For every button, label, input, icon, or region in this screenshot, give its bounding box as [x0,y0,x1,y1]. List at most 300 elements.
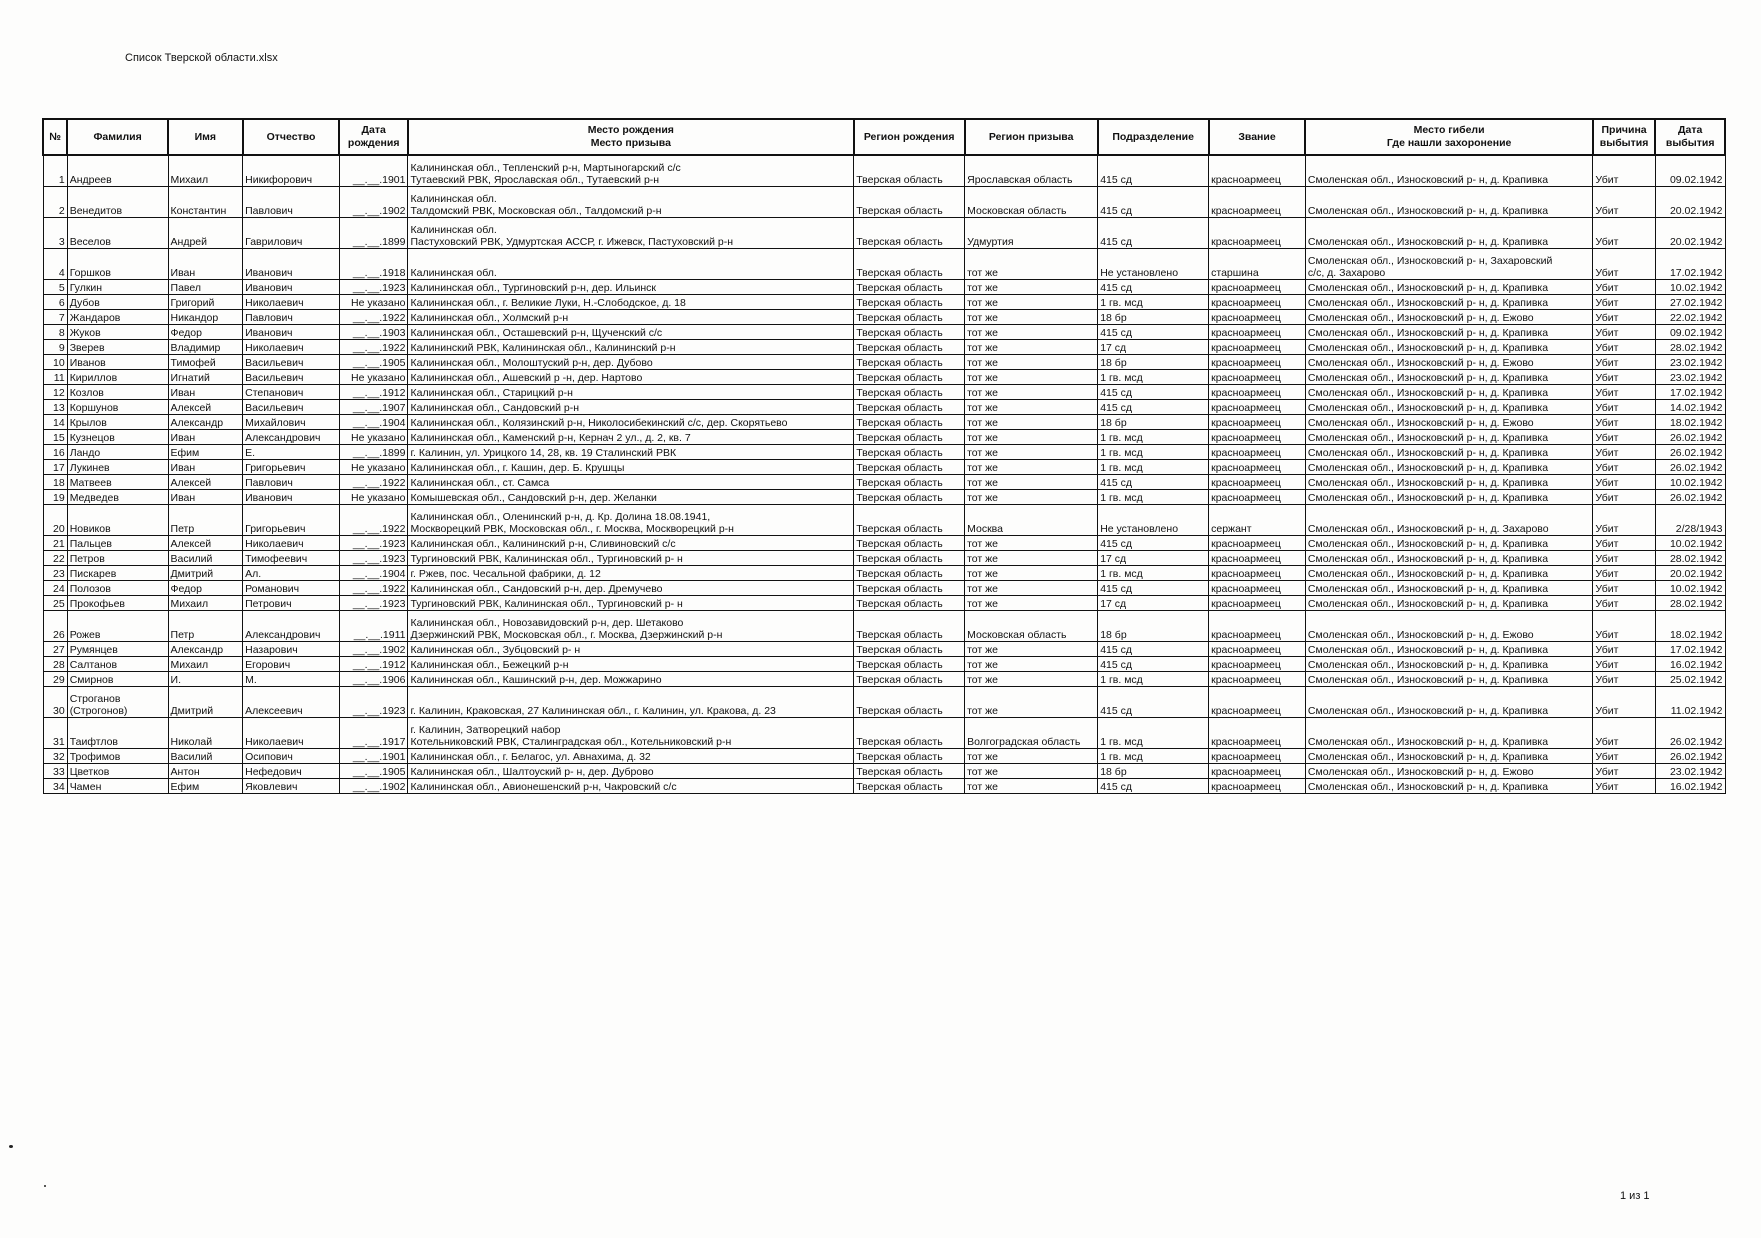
reason-cell: Убит [1593,415,1656,430]
death-place-cell: Смоленская обл., Износковский р- н, д. Крапивка [1305,430,1592,445]
name-cell: Григорий [168,295,243,310]
birth-region-cell: Тверская область [854,596,965,611]
surname-cell: Горшков [67,249,168,280]
birth-date-cell: Не указано [339,295,408,310]
patronymic-cell: Степанович [243,385,340,400]
death-place-cell: Смоленская обл., Износковский р- н, д. Крапивка [1305,642,1592,657]
rank-cell: красноармеец [1209,370,1306,385]
name-cell: Василий [168,551,243,566]
death-date-cell: 26.02.1942 [1655,490,1725,505]
birth-region-cell: Тверская область [854,430,965,445]
birth-date-cell: __.__.1922 [339,310,408,325]
name-cell: И. [168,672,243,687]
column-header: Имя [168,119,243,155]
patronymic-cell: Николаевич [243,295,340,310]
column-header: Звание [1209,119,1306,155]
patronymic-cell: Павлович [243,187,340,218]
draft-region-cell: тот же [965,355,1098,370]
rank-cell: красноармеец [1209,581,1306,596]
surname-cell: Медведев [67,490,168,505]
birth-draft-place-cell: Калининская обл., г. Белагос, ул. Авнахима, д. 32 [408,749,854,764]
surname-cell: Салтанов [67,657,168,672]
draft-region-cell: тот же [965,581,1098,596]
birth-date-cell: __.__.1911 [339,611,408,642]
birth-draft-place-cell: Калининская обл., Тепленский р-н, Мартыногарский с/с Тутаевский РВК, Ярославская обл., Тутаевский р-н [408,155,854,187]
table-body [43,155,1725,794]
unit-cell: 415 сд [1098,385,1209,400]
birth-draft-place-cell: Калининская обл., Сандовский р-н [408,400,854,415]
rank-cell: красноармеец [1209,657,1306,672]
birth-region-cell: Тверская область [854,325,965,340]
draft-region-cell: тот же [965,385,1098,400]
draft-region-cell: тот же [965,295,1098,310]
death-date-cell: 23.02.1942 [1655,355,1725,370]
name-cell: Николай [168,718,243,749]
birth-draft-place-cell: Калининская обл. Пастуховский РВК, Удмуртская АССР, г. Ижевск, Пастуховский р-н [408,218,854,249]
table-row [43,505,1725,536]
draft-region-cell: Московская область [965,187,1098,218]
surname-cell: Гулкин [67,280,168,295]
surname-cell: Новиков [67,505,168,536]
death-place-cell: Смоленская обл., Износковский р- н, д. Крапивка [1305,536,1592,551]
rank-cell: красноармеец [1209,415,1306,430]
row-number: 16 [43,445,67,460]
table-row [43,155,1725,187]
surname-cell: Ландо [67,445,168,460]
unit-cell: 415 сд [1098,155,1209,187]
death-place-cell: Смоленская обл., Износковский р- н, д. Крапивка [1305,295,1592,310]
surname-cell: Иванов [67,355,168,370]
unit-cell: 415 сд [1098,687,1209,718]
registry-table [42,118,1726,794]
birth-draft-place-cell: Комышевская обл., Сандовский р-н, дер. Желанки [408,490,854,505]
birth-region-cell: Тверская область [854,249,965,280]
birth-region-cell: Тверская область [854,385,965,400]
birth-region-cell: Тверская область [854,779,965,794]
name-cell: Антон [168,764,243,779]
patronymic-cell: Ал. [243,566,340,581]
draft-region-cell: тот же [965,340,1098,355]
reason-cell: Убит [1593,430,1656,445]
birth-draft-place-cell: Калининская обл., Сандовский р-н, дер. Дремучево [408,581,854,596]
rank-cell: красноармеец [1209,400,1306,415]
unit-cell: 1 гв. мсд [1098,430,1209,445]
birth-region-cell: Тверская область [854,155,965,187]
column-header: Регион рождения [854,119,965,155]
draft-region-cell: тот же [965,415,1098,430]
unit-cell: 1 гв. мсд [1098,718,1209,749]
death-place-cell: Смоленская обл., Износковский р- н, д. Крапивка [1305,490,1592,505]
death-place-cell: Смоленская обл., Износковский р- н, д. Крапивка [1305,672,1592,687]
death-place-cell: Смоленская обл., Износковский р- н, д. Крапивка [1305,687,1592,718]
birth-draft-place-cell: Калининский РВК, Калининская обл., Калининский р-н [408,340,854,355]
birth-region-cell: Тверская область [854,460,965,475]
death-date-cell: 09.02.1942 [1655,155,1725,187]
birth-draft-place-cell: Калининская обл., Зубцовский р- н [408,642,854,657]
birth-region-cell: Тверская область [854,536,965,551]
birth-region-cell: Тверская область [854,505,965,536]
draft-region-cell: тот же [965,749,1098,764]
rank-cell: красноармеец [1209,445,1306,460]
draft-region-cell: Москва [965,505,1098,536]
unit-cell: 415 сд [1098,187,1209,218]
surname-cell: Петров [67,551,168,566]
row-number: 22 [43,551,67,566]
death-date-cell: 18.02.1942 [1655,415,1725,430]
birth-region-cell: Тверская область [854,581,965,596]
birth-date-cell: __.__.1901 [339,749,408,764]
draft-region-cell: тот же [965,779,1098,794]
birth-date-cell: __.__.1923 [339,687,408,718]
birth-draft-place-cell: Калининская обл., Осташевский р-н, Щученский с/с [408,325,854,340]
name-cell: Василий [168,749,243,764]
rank-cell: красноармеец [1209,355,1306,370]
draft-region-cell: тот же [965,325,1098,340]
death-place-cell: Смоленская обл., Износковский р- н, д. Крапивка [1305,325,1592,340]
draft-region-cell: тот же [965,566,1098,581]
death-place-cell: Смоленская обл., Износковский р- н, д. Захарово [1305,505,1592,536]
name-cell: Иван [168,460,243,475]
row-number: 5 [43,280,67,295]
birth-date-cell: __.__.1922 [339,505,408,536]
draft-region-cell: тот же [965,536,1098,551]
rank-cell: сержант [1209,505,1306,536]
surname-cell: Дубов [67,295,168,310]
column-header: Отчество [243,119,340,155]
birth-draft-place-cell: Калининская обл. Талдомский РВК, Московская обл., Талдомский р-н [408,187,854,218]
surname-cell: Румянцев [67,642,168,657]
name-cell: Павел [168,280,243,295]
row-number: 21 [43,536,67,551]
reason-cell: Убит [1593,325,1656,340]
column-header: Место рождения Место призыва [408,119,854,155]
unit-cell: 17 сд [1098,551,1209,566]
reason-cell: Убит [1593,400,1656,415]
death-date-cell: 2/28/1943 [1655,505,1725,536]
row-number: 17 [43,460,67,475]
death-date-cell: 26.02.1942 [1655,445,1725,460]
row-number: 9 [43,340,67,355]
birth-date-cell: Не указано [339,370,408,385]
rank-cell: красноармеец [1209,596,1306,611]
death-place-cell: Смоленская обл., Износковский р- н, д. Крапивка [1305,218,1592,249]
death-date-cell: 26.02.1942 [1655,718,1725,749]
unit-cell: 415 сд [1098,218,1209,249]
draft-region-cell: тот же [965,657,1098,672]
birth-date-cell: __.__.1905 [339,355,408,370]
death-place-cell: Смоленская обл., Износковский р- н, д. Крапивка [1305,155,1592,187]
rank-cell: красноармеец [1209,749,1306,764]
birth-region-cell: Тверская область [854,355,965,370]
draft-region-cell: тот же [965,249,1098,280]
death-date-cell: 09.02.1942 [1655,325,1725,340]
table-row [43,218,1725,249]
patronymic-cell: Иванович [243,325,340,340]
birth-date-cell: __.__.1902 [339,779,408,794]
draft-region-cell: тот же [965,310,1098,325]
death-date-cell: 16.02.1942 [1655,657,1725,672]
name-cell: Алексей [168,475,243,490]
table-row [43,490,1725,505]
death-place-cell: Смоленская обл., Износковский р- н, Захаровский с/с, д. Захарово [1305,249,1592,280]
reason-cell: Убит [1593,385,1656,400]
row-number: 10 [43,355,67,370]
rank-cell: красноармеец [1209,642,1306,657]
table-row [43,295,1725,310]
row-number: 23 [43,566,67,581]
unit-cell: 18 бр [1098,611,1209,642]
death-date-cell: 20.02.1942 [1655,187,1725,218]
rank-cell: красноармеец [1209,611,1306,642]
reason-cell: Убит [1593,566,1656,581]
reason-cell: Убит [1593,155,1656,187]
surname-cell: Прокофьев [67,596,168,611]
birth-draft-place-cell: Калининская обл., Шалтоуский р- н, дер. Дуброво [408,764,854,779]
column-header: Дата выбытия [1655,119,1725,155]
surname-cell: Крылов [67,415,168,430]
name-cell: Александр [168,415,243,430]
name-cell: Михаил [168,596,243,611]
row-number: 20 [43,505,67,536]
table-row [43,657,1725,672]
birth-date-cell: __.__.1912 [339,657,408,672]
column-header: Дата рождения [339,119,408,155]
patronymic-cell: Гаврилович [243,218,340,249]
death-date-cell: 10.02.1942 [1655,581,1725,596]
draft-region-cell: тот же [965,475,1098,490]
row-number: 29 [43,672,67,687]
table-row [43,445,1725,460]
unit-cell: 1 гв. мсд [1098,749,1209,764]
draft-region-cell: тот же [965,445,1098,460]
death-place-cell: Смоленская обл., Износковский р- н, д. Крапивка [1305,385,1592,400]
death-date-cell: 22.02.1942 [1655,310,1725,325]
name-cell: Иван [168,249,243,280]
draft-region-cell: тот же [965,370,1098,385]
death-date-cell: 23.02.1942 [1655,370,1725,385]
birth-draft-place-cell: Калининская обл., Молоштуский р-н, дер. Дубово [408,355,854,370]
death-date-cell: 10.02.1942 [1655,280,1725,295]
patronymic-cell: Николаевич [243,718,340,749]
birth-draft-place-cell: Калининская обл., г. Кашин, дер. Б. Крушцы [408,460,854,475]
birth-draft-place-cell: Калининская обл. [408,249,854,280]
birth-date-cell: __.__.1902 [339,642,408,657]
scan-speck [9,1145,13,1148]
birth-region-cell: Тверская область [854,687,965,718]
row-number: 32 [43,749,67,764]
table-row [43,475,1725,490]
death-date-cell: 26.02.1942 [1655,430,1725,445]
table-row [43,370,1725,385]
name-cell: Андрей [168,218,243,249]
draft-region-cell: тот же [965,672,1098,687]
unit-cell: Не установлено [1098,505,1209,536]
rank-cell: красноармеец [1209,490,1306,505]
rank-cell: красноармеец [1209,155,1306,187]
death-place-cell: Смоленская обл., Износковский р- н, д. Крапивка [1305,475,1592,490]
birth-draft-place-cell: Калининская обл., Каменский р-н, Кернач 2 ул., д. 2, кв. 7 [408,430,854,445]
surname-cell: Строганов (Строгонов) [67,687,168,718]
death-date-cell: 17.02.1942 [1655,249,1725,280]
reason-cell: Убит [1593,749,1656,764]
patronymic-cell: Егорович [243,657,340,672]
death-place-cell: Смоленская обл., Износковский р- н, д. Ежово [1305,611,1592,642]
row-number: 8 [43,325,67,340]
patronymic-cell: Иванович [243,249,340,280]
rank-cell: красноармеец [1209,295,1306,310]
birth-date-cell: __.__.1922 [339,475,408,490]
patronymic-cell: Никифорович [243,155,340,187]
patronymic-cell: Романович [243,581,340,596]
table-row [43,687,1725,718]
reason-cell: Убит [1593,551,1656,566]
row-number: 19 [43,490,67,505]
row-number: 24 [43,581,67,596]
draft-region-cell: тот же [965,642,1098,657]
birth-date-cell: __.__.1899 [339,218,408,249]
birth-region-cell: Тверская область [854,280,965,295]
death-place-cell: Смоленская обл., Износковский р- н, д. Крапивка [1305,400,1592,415]
draft-region-cell: тот же [965,596,1098,611]
patronymic-cell: Нефедович [243,764,340,779]
row-number: 34 [43,779,67,794]
birth-region-cell: Тверская область [854,764,965,779]
surname-cell: Жуков [67,325,168,340]
table-row [43,749,1725,764]
reason-cell: Убит [1593,490,1656,505]
patronymic-cell: Николаевич [243,536,340,551]
rank-cell: красноармеец [1209,672,1306,687]
birth-region-cell: Тверская область [854,475,965,490]
row-number: 30 [43,687,67,718]
birth-region-cell: Тверская область [854,400,965,415]
row-number: 4 [43,249,67,280]
row-number: 13 [43,400,67,415]
unit-cell: 17 сд [1098,596,1209,611]
name-cell: Иван [168,430,243,445]
birth-region-cell: Тверская область [854,295,965,310]
draft-region-cell: Волгоградская область [965,718,1098,749]
reason-cell: Убит [1593,218,1656,249]
death-place-cell: Смоленская обл., Износковский р- н, д. Крапивка [1305,445,1592,460]
patronymic-cell: Николаевич [243,340,340,355]
reason-cell: Убит [1593,187,1656,218]
death-date-cell: 20.02.1942 [1655,218,1725,249]
row-number: 14 [43,415,67,430]
unit-cell: 18 бр [1098,415,1209,430]
unit-cell: 17 сд [1098,340,1209,355]
surname-cell: Чамен [67,779,168,794]
birth-region-cell: Тверская область [854,218,965,249]
death-date-cell: 20.02.1942 [1655,566,1725,581]
birth-draft-place-cell: Калининская обл., Колязинский р-н, Николосибекинский с/с, дер. Скорятьево [408,415,854,430]
table-row [43,415,1725,430]
birth-region-cell: Тверская область [854,490,965,505]
row-number: 11 [43,370,67,385]
table-row [43,611,1725,642]
patronymic-cell: М. [243,672,340,687]
row-number: 1 [43,155,67,187]
row-number: 27 [43,642,67,657]
reason-cell: Убит [1593,779,1656,794]
death-date-cell: 28.02.1942 [1655,551,1725,566]
reason-cell: Убит [1593,355,1656,370]
birth-region-cell: Тверская область [854,657,965,672]
patronymic-cell: Осипович [243,749,340,764]
document-title: Список Тверской области.xlsx [125,52,278,64]
patronymic-cell: Яковлевич [243,779,340,794]
table-row [43,340,1725,355]
name-cell: Иван [168,490,243,505]
row-number: 18 [43,475,67,490]
table-row [43,536,1725,551]
unit-cell: 1 гв. мсд [1098,490,1209,505]
birth-date-cell: __.__.1899 [339,445,408,460]
reason-cell: Убит [1593,581,1656,596]
patronymic-cell: Павлович [243,475,340,490]
death-date-cell: 11.02.1942 [1655,687,1725,718]
death-date-cell: 25.02.1942 [1655,672,1725,687]
surname-cell: Полозов [67,581,168,596]
death-place-cell: Смоленская обл., Износковский р- н, д. Крапивка [1305,718,1592,749]
birth-region-cell: Тверская область [854,415,965,430]
unit-cell: 1 гв. мсд [1098,460,1209,475]
birth-draft-place-cell: г. Калинин, ул. Урицкого 14, 28, кв. 19 Сталинский РВК [408,445,854,460]
death-date-cell: 28.02.1942 [1655,596,1725,611]
name-cell: Александр [168,642,243,657]
table-row [43,779,1725,794]
draft-region-cell: Удмуртия [965,218,1098,249]
birth-region-cell: Тверская область [854,551,965,566]
patronymic-cell: Михайлович [243,415,340,430]
reason-cell: Убит [1593,340,1656,355]
death-place-cell: Смоленская обл., Износковский р- н, д. Ежово [1305,764,1592,779]
column-header: Место гибели Где нашли захоронение [1305,119,1592,155]
birth-date-cell: __.__.1901 [339,155,408,187]
death-place-cell: Смоленская обл., Износковский р- н, д. Ежово [1305,415,1592,430]
patronymic-cell: Назарович [243,642,340,657]
draft-region-cell: тот же [965,551,1098,566]
table-row [43,355,1725,370]
row-number: 26 [43,611,67,642]
death-date-cell: 27.02.1942 [1655,295,1725,310]
birth-draft-place-cell: Калининская обл., Холмский р-н [408,310,854,325]
death-place-cell: Смоленская обл., Износковский р- н, д. Ежово [1305,355,1592,370]
death-place-cell: Смоленская обл., Износковский р- н, д. Крапивка [1305,581,1592,596]
reason-cell: Убит [1593,505,1656,536]
unit-cell: 18 бр [1098,355,1209,370]
table-row [43,249,1725,280]
unit-cell: Не установлено [1098,249,1209,280]
surname-cell: Жандаров [67,310,168,325]
birth-date-cell: __.__.1912 [339,385,408,400]
surname-cell: Кириллов [67,370,168,385]
death-date-cell: 26.02.1942 [1655,749,1725,764]
surname-cell: Пискарев [67,566,168,581]
draft-region-cell: тот же [965,460,1098,475]
death-place-cell: Смоленская обл., Износковский р- н, д. Крапивка [1305,370,1592,385]
birth-date-cell: __.__.1905 [339,764,408,779]
death-date-cell: 26.02.1942 [1655,460,1725,475]
patronymic-cell: Тимофеевич [243,551,340,566]
surname-cell: Пальцев [67,536,168,551]
surname-cell: Коршунов [67,400,168,415]
name-cell: Михаил [168,155,243,187]
rank-cell: красноармеец [1209,430,1306,445]
birth-draft-place-cell: Калининская обл., Новозавидовский р-н, дер. Шетаково Дзержинский РВК, Московская обл., г. Москва, Дзержинский р-н [408,611,854,642]
birth-region-cell: Тверская область [854,187,965,218]
patronymic-cell: Петрович [243,596,340,611]
